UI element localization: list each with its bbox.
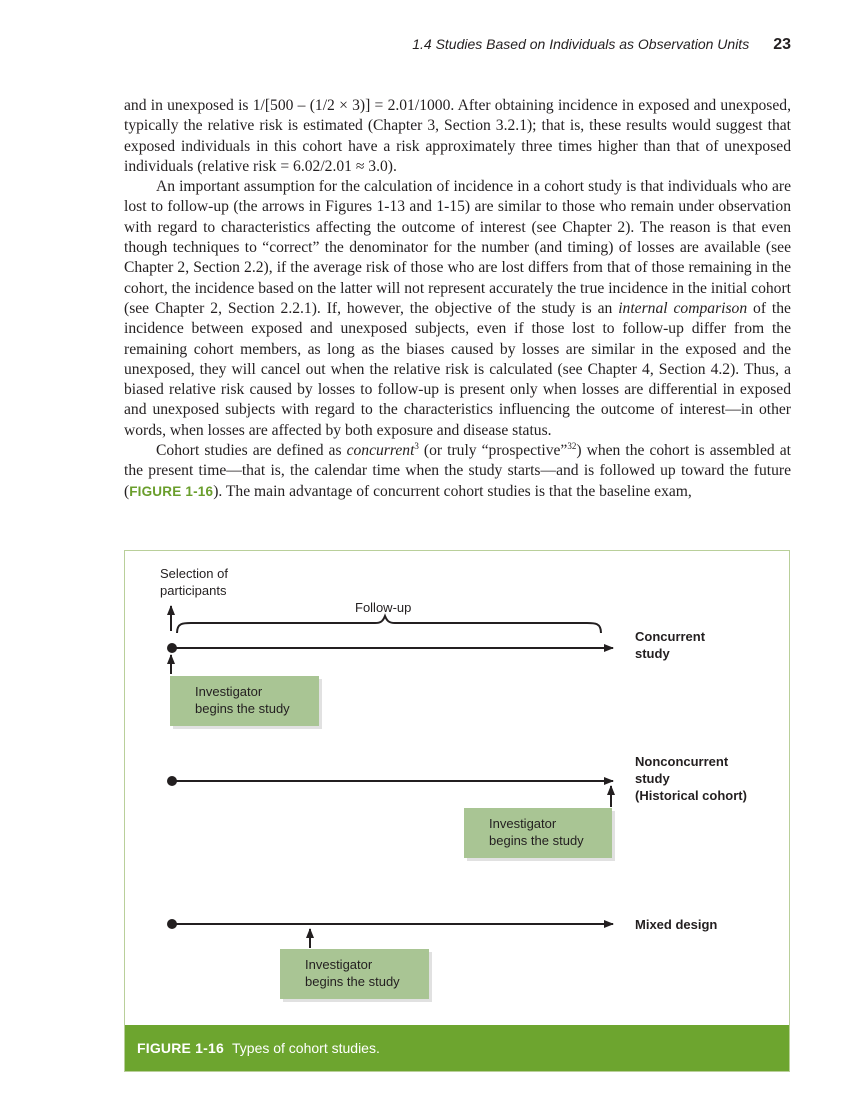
paragraph-3-text-d: ). The main advantage of concurrent cohort studies is that the baseline exam, [213,482,692,500]
paragraph-2 [124,177,791,441]
paragraph-3-text-a: Cohort studies are defined as [156,442,347,460]
internal-comparison-term: internal comparison [618,299,748,317]
nonconcurrent-study-label: Nonconcurrent study (Historical cohort) [635,754,747,803]
concurrent-start-dot [167,643,177,653]
paragraph-3-text-c: ) when the cohort is assembled at the present time—that is, the calendar time when the study starts—and is followed up toward the future ( [124,442,791,500]
figure-caption [125,1025,789,1071]
follow-up-label: Follow-up [355,600,412,615]
mixed-start-dot [167,919,177,929]
follow-up-brace [177,616,601,633]
mixed-investigator-box: Investigator begins the study [280,949,429,999]
page-number: 23 [773,36,791,53]
concurrent-study-label: Concurrent study [635,629,706,661]
figure-1-16 [124,550,790,1072]
paragraph-3 [124,441,791,502]
paragraph-2-text-a: An important assumption for the calculation of incidence in a cohort study is that individuals who are lost to follow-up (the arrows in Figures 1-13 and 1-15) are similar to those who remain under observation with regard to characteristics affecting the outcome of interest (see Chapter 2). The reason is that even though techniques to “correct” the denominator for the number (and timing) of losses are available (see Chapter 2, Section 2.2), if the average risk of those who are lost differs from that of those remaining in the cohort, the incidence based on the latter will not represent accurately the true incidence in the initial cohort (see Chapter 2, Section 2.2.1). If, however, the objective of the study is an [124,178,791,317]
caption-label: FIGURE 1-16 [137,1040,224,1056]
mixed-design-label: Mixed design [635,917,718,932]
page-header [412,36,791,54]
running-title: 1.4 Studies Based on Individuals as Observation Units [412,36,750,52]
selection-label: Selection of participants [160,566,228,598]
nonconcurrent-start-dot [167,776,177,786]
concurrent-term: concurrent [346,442,415,460]
body-text [124,96,791,502]
citation-3: 3 [414,440,419,451]
figure-reference: FIGURE 1-16 [129,483,214,499]
paragraph-3-text-b: (or truly “prospective” [418,442,568,460]
paragraph-1: and in unexposed is 1/[500 – (1/2 × 3)] = 2.01/1000. After obtaining incidence in exposed and unexposed, typically the relative risk is estimated (Chapter 3, Section 3.2.1); that is, these results would suggest that exposed individuals in this cohort have a risk approximately three times higher than that of unexposed individuals (relative risk = 6.02/2.01 ≈ 3.0). [124,97,791,175]
nonconcurrent-investigator-box: Investigator begins the study [464,808,612,858]
concurrent-investigator-box: Investigator begins the study [170,676,319,726]
caption-text: Types of cohort studies. [232,1040,380,1056]
citation-32: 32 [567,440,577,451]
paragraph-2-text-b: of the incidence between exposed and unexposed subjects, even if those lost to follow-up differ from the remaining cohort members, as long as the biases caused by losses are similar in the exposed and the unexposed, they will cancel out when the relative risk is calculated (see Chapter 4, Section 4.2). Thus, a biased relative risk caused by losses to follow-up is present only when losses are differential in exposed and unexposed subjects with regard to the characteristics influencing the outcome of interest—in other words, when losses are affected by both exposure and disease status. [124,299,791,439]
